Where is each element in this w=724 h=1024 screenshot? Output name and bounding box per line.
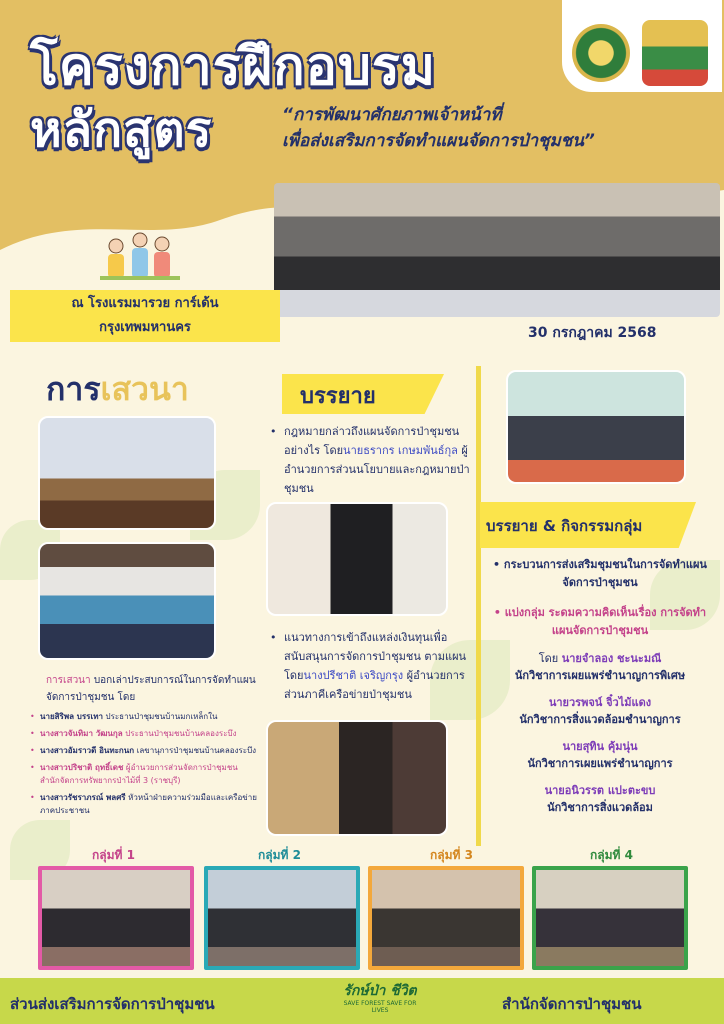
- group-photo-2: [204, 866, 360, 970]
- forum-audience-photo: [38, 542, 216, 660]
- activity-group-photo: [506, 370, 686, 484]
- lecture-heading: บรรยาย: [300, 384, 376, 409]
- activity-item-1: • กระบวนการส่งเสริมชุมชนในการจัดทำแผนจัดการป่าชุมชน: [493, 558, 707, 589]
- people-illustration-icon: [100, 230, 180, 286]
- title-line-1: โครงการฝึกอบรม: [30, 37, 437, 97]
- lecture-speaker-1: นายธรากร เกษมพันธ์กุล: [343, 444, 458, 457]
- activity-person-3: นายสุทิน คุ้มนุ่น นักวิชาการเผยแพร่ชำนาญการ: [527, 740, 673, 770]
- group-photo-4: [532, 866, 688, 970]
- venue-line-2: กรุงเทพมหานคร: [99, 320, 191, 335]
- activity-item-2: • แบ่งกลุ่ม ระดมความคิดเห็นเรื่อง การจัดทำแผนจัดการป่าชุมชน: [493, 606, 707, 637]
- activity-person-2: นายวรพจน์ จิ๋วไม้แดง นักวิชาการสิ่งแวดล้อมชำนาญการ: [519, 696, 681, 726]
- group-label-3: กลุ่มที่ 3: [430, 848, 473, 862]
- group-label-1: กลุ่มที่ 1: [92, 848, 135, 862]
- forum-intro-text: บอกเล่าประสบการณ์ในการจัดทำแผนจัดการป่าชุมชน โดย: [46, 675, 256, 703]
- footer-right-text: สำนักจัดการป่าชุมชน: [502, 995, 642, 1013]
- panelist-item: • นายสิริพล บรรเทา ประธานป่าชุมชนบ้านมกเหล็กใน: [30, 710, 258, 723]
- group-photo-1: [38, 866, 194, 970]
- subtitle-line-1: “การพัฒนาศักยภาพเจ้าหน้าที่: [282, 105, 502, 125]
- activity-person-1: โดย นายจำลอง ชะนะมณี นักวิชาการเผยแพร่ชำนาญการพิเศษ: [514, 652, 686, 682]
- panelist-item: • นางสาวอัมราวดี อินทะกนก เลขานุการป่าชุมชนบ้านคลองระบึง: [30, 744, 258, 757]
- group-label-4: กลุ่มที่ 4: [590, 848, 633, 862]
- footer-logo: [340, 982, 420, 1022]
- panelist-list: [30, 710, 258, 821]
- lecture-item-1: • กฎหมายกล่าวถึงแผนจัดการป่าชุมชนอย่างไร โดยนายธรากร เกษมพันธ์กุล ผู้อำนวยการส่วนนโยบายและกฎหมายป่าชุมชน: [270, 422, 470, 498]
- lecture-speaker-2: นางปรีชาติ เจริญกรุง: [303, 669, 404, 682]
- title-line-2: หลักสูตร: [30, 102, 213, 158]
- activity-list: [490, 556, 710, 816]
- forum-stage-photo: [38, 416, 216, 530]
- group-photo-3: [368, 866, 524, 970]
- panelist-item: • นางสาวปริชาติ ฤทธิ์เดช ผู้อำนวยการส่วนจัดการป่าชุมชน สำนักจัดการทรัพยากรป่าไม้ที่ 3 (ราชบุรี): [30, 761, 258, 787]
- panelist-item: • นางสาวรัชราภรณ์ พลศรี หัวหน้าฝ่ายความร่วมมือและเครือข่ายภาคประชาชน: [30, 791, 258, 817]
- panelist-item: • นางสาวจันทิมา วัฒนกุล ประธานป่าชุมชนบ้านคลองระบึง: [30, 727, 258, 740]
- lecture-item-2: • แนวทางการเข้าถึงแหล่งเงินทุนเพื่อสนับสนุนการจัดการป่าชุมชน ตามแผน โดยนางปรีชาติ เจริญกรุง ผู้อำนวยการส่วนภาคีเครือข่ายป่าชุมชน: [270, 628, 470, 704]
- event-date: 30 กรกฎาคม 2568: [528, 325, 657, 341]
- ministry-seal-icon: [642, 20, 708, 86]
- lecture-speaker-photo-1: [266, 502, 448, 616]
- forum-intro: [46, 672, 256, 706]
- forum-heading-part-1: การ: [46, 370, 101, 408]
- forest-department-seal-icon: [572, 24, 630, 82]
- activity-heading: บรรยาย & กิจกรรมกลุ่ม: [486, 517, 643, 535]
- section-divider: [476, 366, 481, 846]
- footer-left-text: ส่วนส่งเสริมการจัดการป่าชุมชน: [10, 995, 215, 1013]
- subtitle-line-2: เพื่อส่งเสริมการจัดทำแผนจัดการป่าชุมชน”: [282, 131, 595, 151]
- activity-person-4: นายอนิวรรต แปะตะขบ นักวิชาการสิ่งแวดล้อม: [544, 784, 656, 814]
- logo-box: [562, 0, 722, 92]
- forum-heading-part-2: เสวนา: [100, 370, 189, 408]
- lecture-speaker-photo-2: [266, 720, 448, 836]
- group-label-2: กลุ่มที่ 2: [258, 848, 301, 862]
- subtitle: [282, 102, 702, 154]
- forum-heading: [46, 364, 189, 415]
- venue-text: [10, 292, 280, 340]
- footer-logo-sub: SAVE FOREST SAVE FOR LIVES: [343, 1000, 417, 1014]
- hero-group-photo: [274, 183, 720, 317]
- venue-box: [10, 290, 280, 342]
- venue-line-1: ณ โรงแรมมารวย การ์เด้น: [71, 296, 219, 311]
- forum-intro-highlight: การเสวนา: [46, 675, 91, 686]
- footer-logo-main: รักษ์ป่า ชีวิต: [343, 983, 417, 999]
